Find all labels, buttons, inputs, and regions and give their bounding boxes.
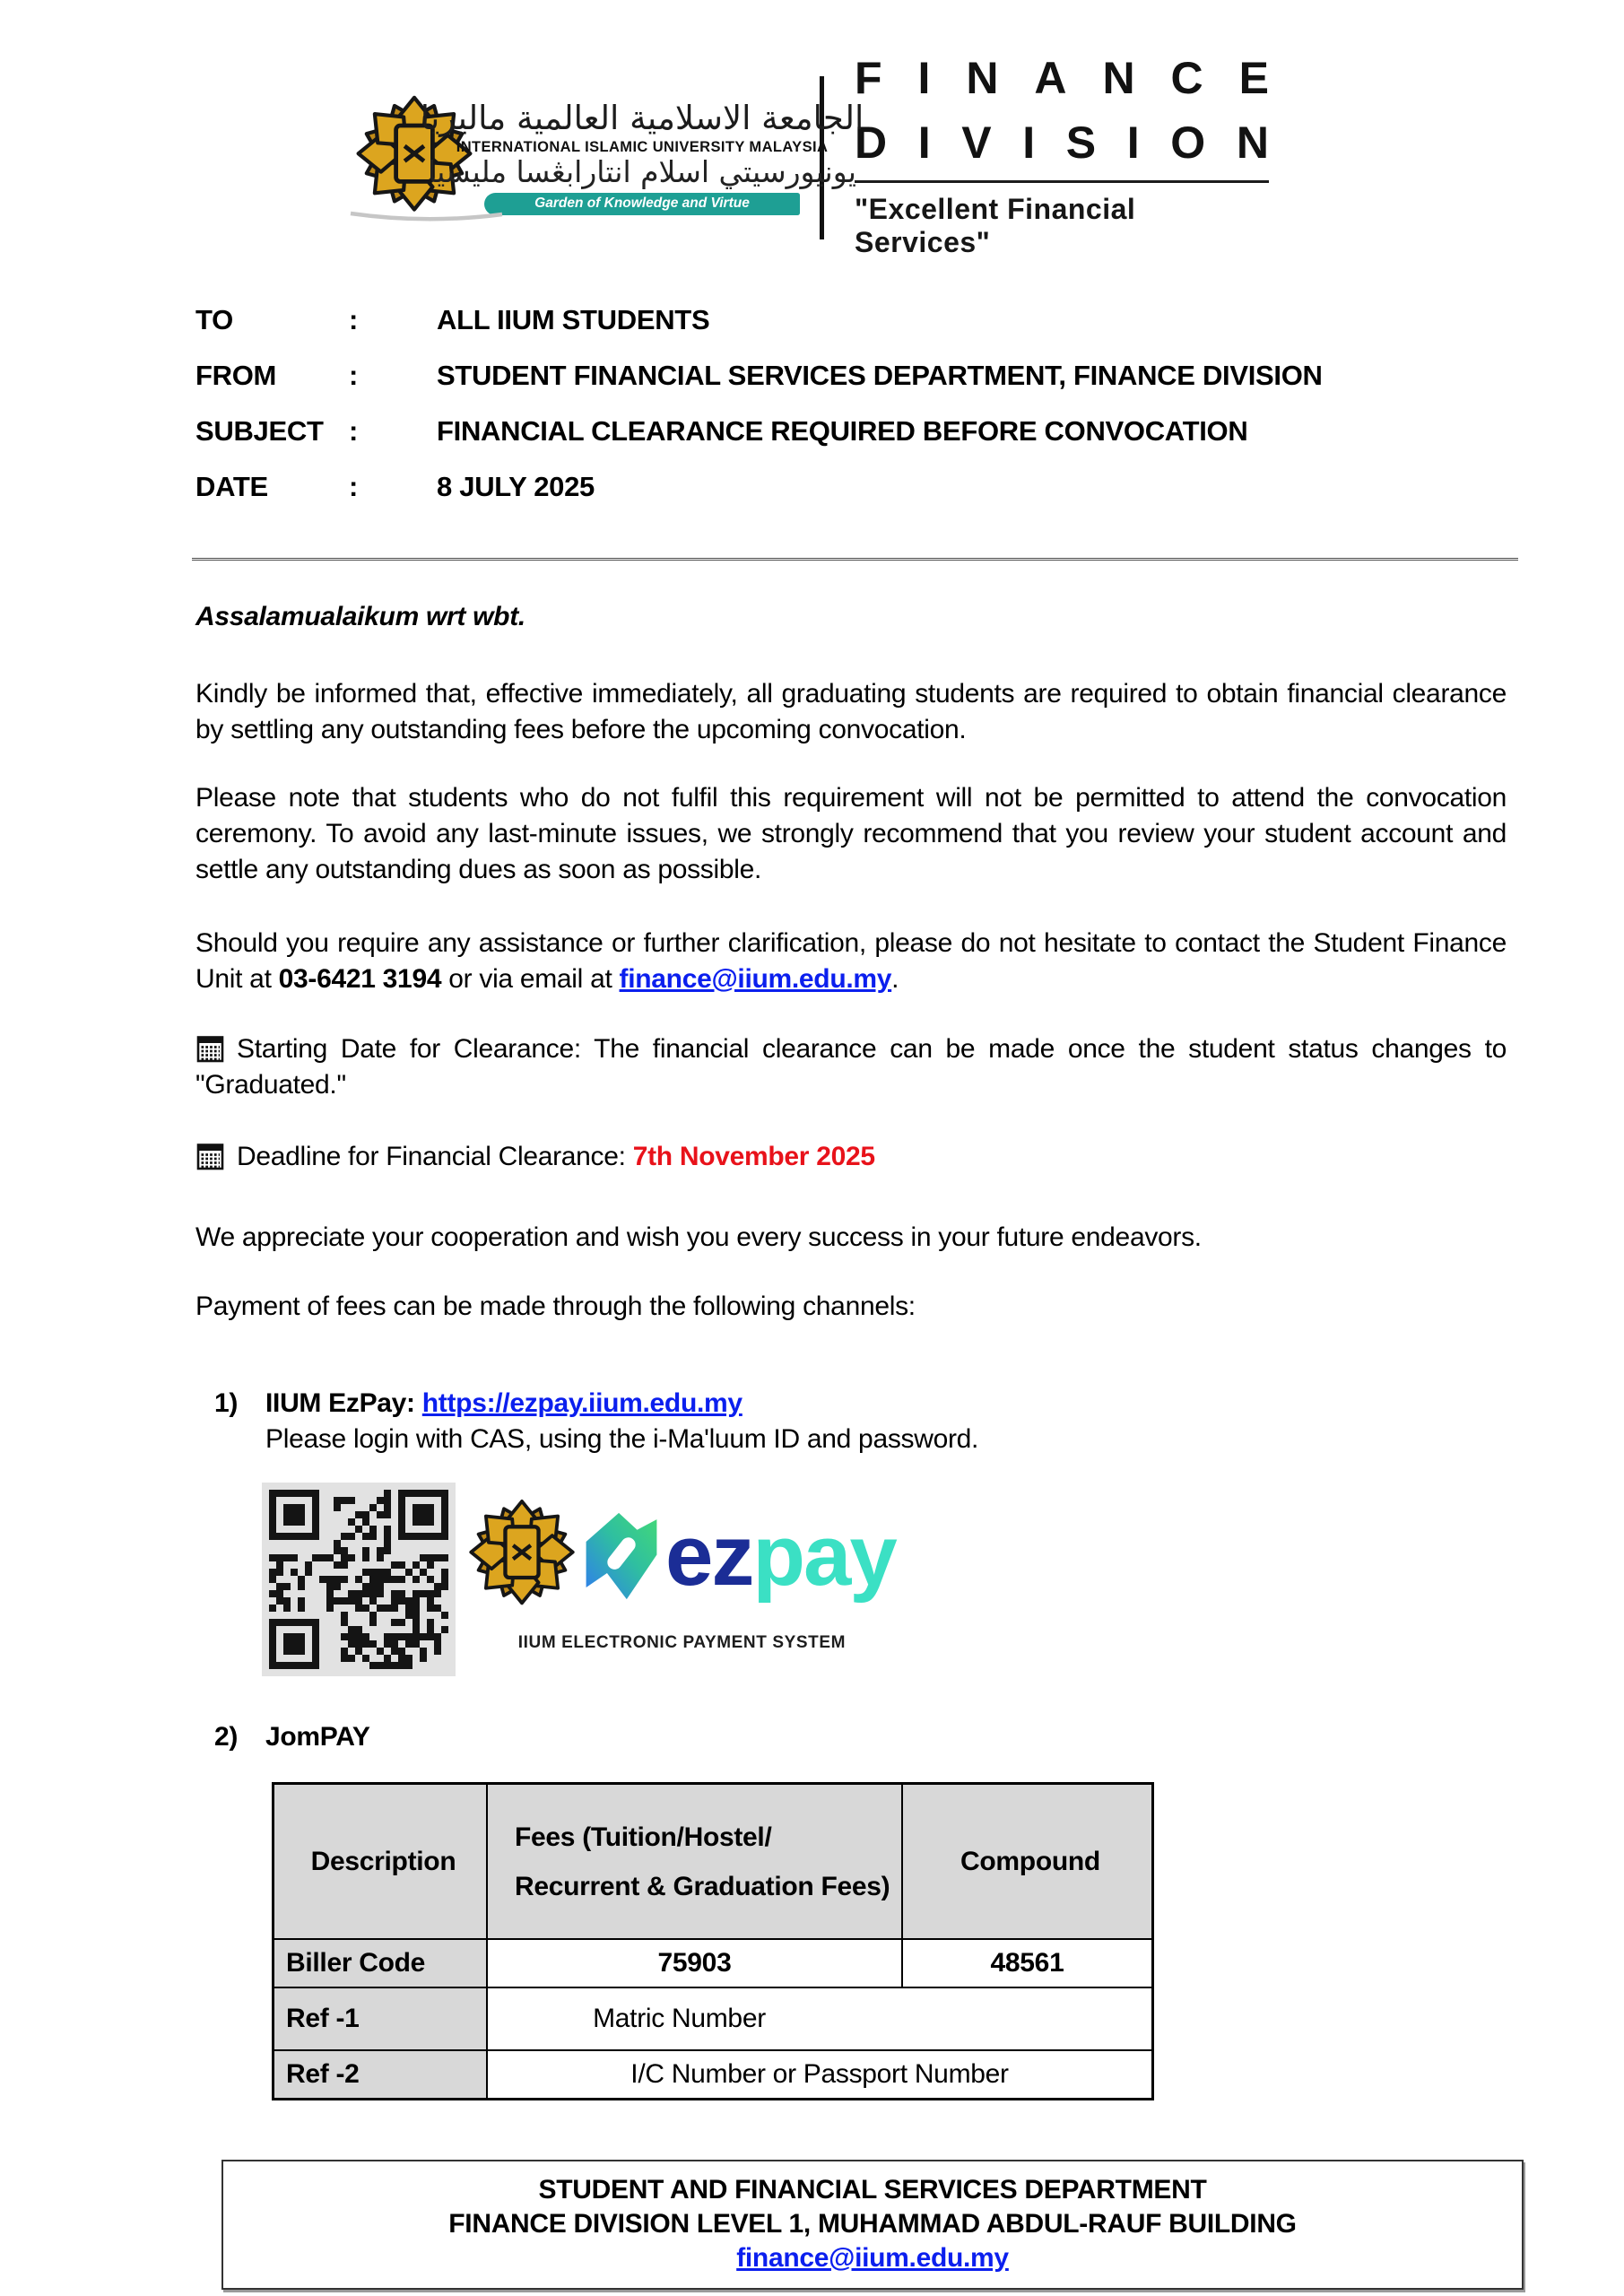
ezpay-mark-icon (579, 1508, 664, 1605)
ezpay-instruction: Please login with CAS, using the i-Ma'luum ID and password. (265, 1424, 979, 1454)
footer-box (221, 2160, 1524, 2290)
calendar-icon (195, 1141, 226, 1171)
paragraph-appreciate: We appreciate your cooperation and wish you every success in your future endeavors. (195, 1222, 1202, 1252)
contact-text: or via email at (441, 964, 620, 994)
memo-value-date: 8 JULY 2025 (437, 471, 595, 502)
ezpay-item-body (265, 1386, 978, 1457)
ezpay-qr-block (262, 1483, 1507, 1676)
item-number: 1) (214, 1388, 239, 1418)
jompay-table (272, 1782, 1154, 2100)
cell-biller-fees-code: 75903 (487, 1939, 902, 1987)
logo-arabic-text: الجامعة الاسلامية العالمية ماليزيا (420, 99, 864, 138)
item-number: 2) (214, 1722, 239, 1752)
iium-logo (355, 92, 864, 223)
memo-value-from: STUDENT FINANCIAL SERVICES DEPARTMENT, FINANCE DIVISION (437, 360, 1323, 391)
memo-label-subject: SUBJECT (195, 415, 324, 447)
ezpay-logo (468, 1498, 896, 1661)
logo-text-block (420, 99, 864, 215)
wordmark-division: D I V I S I O N (855, 117, 1269, 168)
footer-line2: FINANCE DIVISION LEVEL 1, MUHAMMAD ABDUL-RAUF BUILDING (448, 2209, 1297, 2239)
salutation: Assalamualaikum wrt wbt. (195, 602, 525, 631)
finance-tagline: "Excellent Financial Services" (855, 193, 1136, 258)
list-item-jompay (195, 1719, 1507, 1755)
divider-rule (192, 558, 1518, 561)
finance-division-wordmark (855, 53, 1269, 259)
jompay-label: JomPAY (265, 1722, 370, 1752)
ref1-value-text: Matric Number (593, 2004, 766, 2033)
deadline-label: Deadline for Financial Clearance: (237, 1142, 633, 1171)
wordmark-underline (855, 180, 1269, 183)
letterhead (0, 53, 1624, 259)
ezpay-ez-text: ez (665, 1508, 753, 1604)
contact-text: Should you require any assistance or further clarification, please do not hesitate to contact the Student Finance Unit at (195, 928, 1507, 994)
letter-body (195, 599, 1507, 2100)
logo-swoosh (348, 209, 505, 223)
phone-number: 03-6421 3194 (278, 964, 442, 994)
iium-emblem-icon (468, 1498, 576, 1614)
clearance-start-line (195, 1031, 1507, 1103)
col-header-fees: Fees (Tuition/Hostel/ Recurrent & Graduation Fees) (487, 1784, 902, 1940)
clearance-deadline-line (195, 1139, 1507, 1175)
cell-ref2-label: Ref -2 (274, 2050, 488, 2100)
cell-biller-label: Biller Code (274, 1939, 488, 1987)
memo-value-to: ALL IIUM STUDENTS (437, 304, 710, 335)
cell-ref1-label: Ref -1 (274, 1987, 488, 2050)
paragraph-contact (195, 926, 1507, 997)
garden-banner: Garden of Knowledge and Virtue (484, 193, 800, 215)
memo-label-to: TO (195, 304, 233, 335)
col-header-compound: Compound (902, 1784, 1153, 1940)
qr-code-image (269, 1490, 448, 1669)
cell-ref1-value (487, 1987, 1153, 2050)
paragraph-requirement: Please note that students who do not fulfil this requirement will not be permitted to attend the convocation ceremony. To avoid any last-minute issues, we strongly recommend that you review your student account and settle any outstanding dues as soon as possible. (195, 783, 1507, 884)
memo-label-from: FROM (195, 360, 277, 391)
wordmark-finance: F I N A N C E (855, 53, 1269, 103)
paragraph-channels: Payment of fees can be made through the following channels: (195, 1292, 916, 1321)
clearance-start-text: Starting Date for Clearance: The financial clearance can be made once the student status changes to "Graduated." (195, 1034, 1507, 1100)
memo-colon: : (349, 471, 359, 502)
footer-email-link[interactable]: finance@iium.edu.my (736, 2243, 1009, 2273)
paragraph-clearance-notice: Kindly be informed that, effective immediately, all graduating students are required to obtain financial clearance by settling any outstanding fees before the upcoming convocation. (195, 679, 1507, 744)
memo-colon: : (349, 360, 359, 391)
memo-label-date: DATE (195, 471, 268, 502)
email-link[interactable]: finance@iium.edu.my (619, 964, 892, 994)
table-row-ref2 (274, 2050, 1153, 2100)
memo-header (195, 305, 1323, 501)
logo-english-text: INTERNATIONAL ISLAMIC UNIVERSITY MALAYSIA (456, 138, 829, 155)
table-header-row (274, 1784, 1153, 1940)
memo-colon: : (349, 304, 359, 335)
contact-text: . (891, 964, 899, 994)
footer-line1: STUDENT AND FINANCIAL SERVICES DEPARTMENT (538, 2175, 1207, 2205)
ezpay-link[interactable]: https://ezpay.iium.edu.my (421, 1388, 743, 1418)
calendar-icon (195, 1033, 226, 1064)
ezpay-label: IIUM EzPay: (265, 1388, 422, 1418)
col-header-description: Description (274, 1784, 488, 1940)
cell-ref2-value: I/C Number or Passport Number (487, 2050, 1153, 2100)
cell-biller-compound-code: 48561 (902, 1939, 1153, 1987)
memo-value-subject: FINANCIAL CLEARANCE REQUIRED BEFORE CONVOCATION (437, 415, 1248, 447)
logo-jawi-text: يونيورسيتي اسلام انتارابڠسا مليسيا (428, 153, 856, 189)
table-row-ref1 (274, 1987, 1153, 2050)
ezpay-caption: IIUM ELECTRONIC PAYMENT SYSTEM (517, 1633, 847, 1652)
memo-colon: : (349, 415, 359, 447)
deadline-date: 7th November 2025 (632, 1142, 875, 1171)
ezpay-pay-text: pay (752, 1508, 896, 1604)
table-row-biller (274, 1939, 1153, 1987)
list-item-ezpay (195, 1386, 1507, 1457)
qr-code (262, 1483, 456, 1676)
